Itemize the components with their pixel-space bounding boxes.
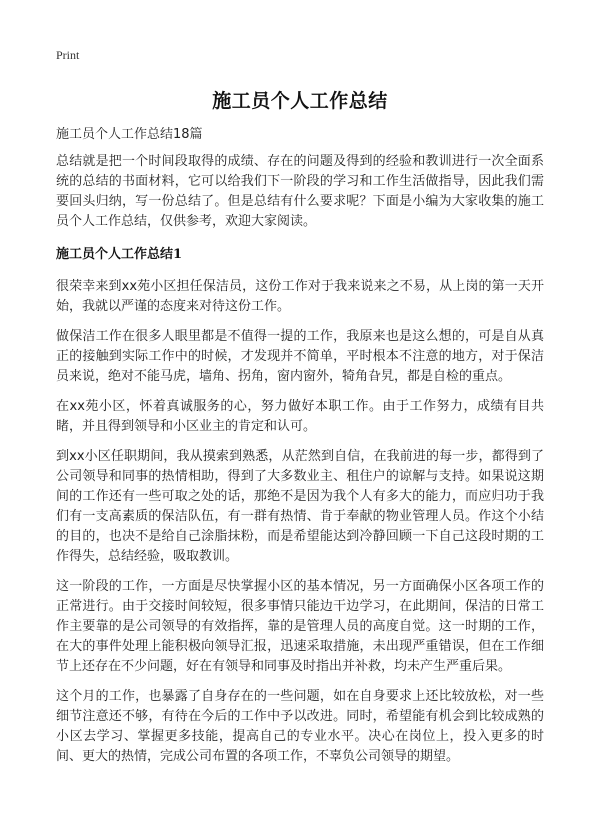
document-subtitle: 施工员个人工作总结18篇: [56, 127, 203, 142]
document-title: 施工员个人工作总结: [212, 90, 388, 112]
body-paragraph: 这个月的工作，也暴露了自身存在的一些问题，如在自身要求上还比较放松，对一些细节注意还不够，有待在今后的工作中予以改进。同时，希望能有机会到比较成熟的小区去学习、掌握更多技能，提高自己的专业水平。决心在岗位上，投入更多的时间、更大的热情，完成公司布置的各项工作，不辜负公司领导的期望。: [56, 689, 544, 764]
print-link[interactable]: Print: [56, 48, 80, 62]
body-paragraph: 在xx苑小区，怀着真诚服务的心，努力做好本职工作。由于工作努力，成绩有目共睹，并且得到领导和小区业主的肯定和认可。: [56, 399, 544, 434]
body-paragraph: 做保洁工作在很多人眼里都是不值得一提的工作，我原来也是这么想的，可是自从真正的接触到实际工作中的时候，才发现并不简单，平时根本不注意的地方，对于保洁员来说，绝对不能马虎，墙角、拐角，窗内窗外，犄角旮旯，都是自检的重点。: [56, 329, 544, 384]
intro-paragraph: 总结就是把一个时间段取得的成绩、存在的问题及得到的经验和教训进行一次全面系统的总结的书面材料，它可以给我们下一阶段的学习和工作生活做指导，因此我们需要回头归纳，写一份总结了。但是总结有什么要求呢？下面是小编为大家收集的施工员个人工作总结，仅供参考，欢迎大家阅读。: [56, 154, 544, 229]
body-paragraph: 很荣幸来到xx苑小区担任保洁员，这份工作对于我来说来之不易，从上岗的第一天开始，我就以严谨的态度来对待这份工作。: [56, 279, 544, 314]
body-paragraph: 到xx小区任职期间，我从摸索到熟悉，从茫然到自信，在我前进的每一步，都得到了公司领导和同事的热情相助，得到了大多数业主、租住户的谅解与支持。如果说这期间的工作还有一些可取之处的话，那绝不是因为我个人有多大的能力，而应归功于我们有一支高素质的保洁队伍，有一群有热情、肯于奉献的物业管理人员。作这个小结的目的，也决不是给自己涂脂抹粉，而是希望能达到冷静回顾一下自己这段时期的工作得失，总结经验，吸取教训。: [56, 449, 544, 564]
section-heading: 施工员个人工作总结1: [56, 247, 183, 262]
body-paragraph: 这一阶段的工作，一方面是尽快掌握小区的基本情况，另一方面确保小区各项工作的正常进行。由于交接时间较短，很多事情只能边干边学习，在此期间，保洁的日常工作主要靠的是公司领导的有效指挥，靠的是管理人员的高度自觉。这一时期的工作，在大的事件处理上能积极向领导汇报，迅速采取措施，未出现严重错误，但在工作细节上还存在不少问题，好在有领导和同事及时指出并补救，均未产生严重后果。: [56, 579, 544, 674]
